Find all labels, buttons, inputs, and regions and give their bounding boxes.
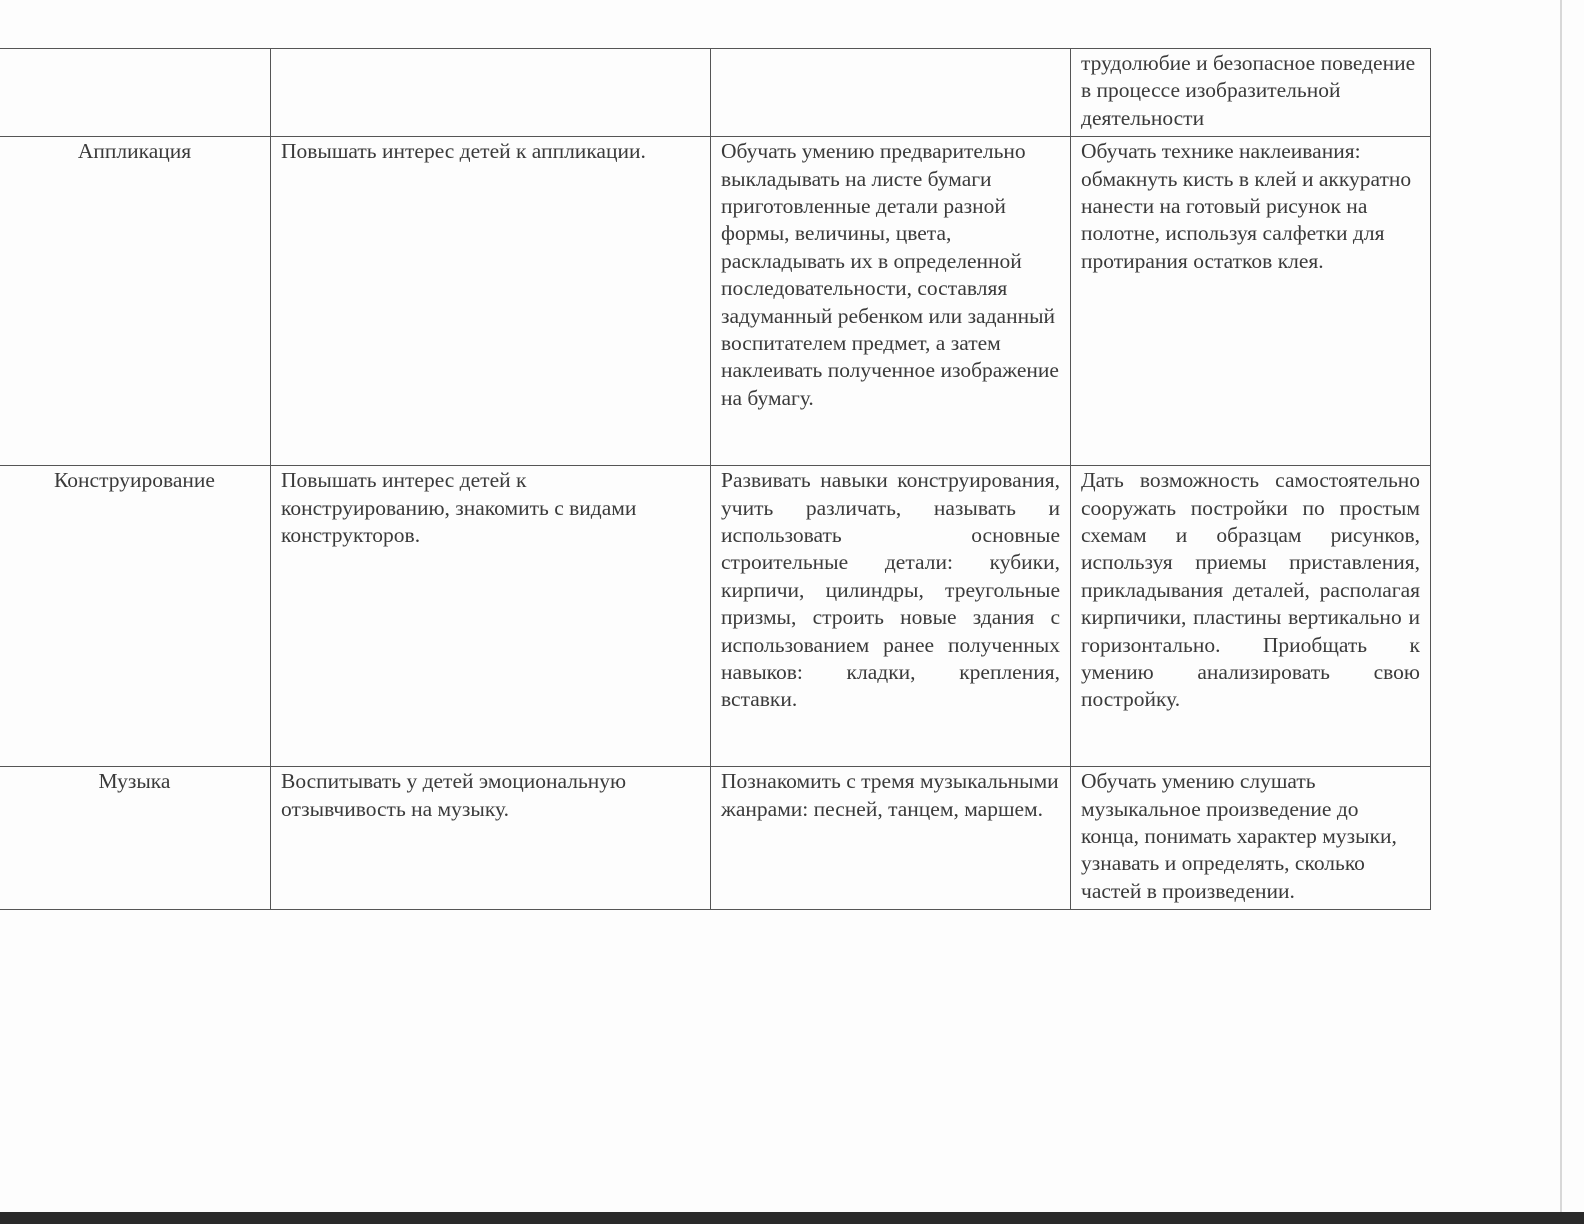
task1-cell: Развивать навыки конструирования, учить различать, называть и использовать основные строительные детали: кубики, кирпичи, цилиндры, треугольные призмы, строить новые здания с использованием ранее полученных навыков: кладки, крепления, вставки. <box>711 466 1071 767</box>
area-cell: Музыка <box>0 767 271 910</box>
scan-bottom-edge <box>0 1212 1584 1224</box>
goal-cell: Повышать интерес детей к конструированию, знакомить с видами конструкторов. <box>271 466 711 767</box>
task1-cell <box>711 49 1071 137</box>
goal-cell: Воспитывать у детей эмоциональную отзывчивость на музыку. <box>271 767 711 910</box>
task2-cell: Обучать умению слушать музыкальное произведение до конца, понимать характер музыки, узнавать и определять, сколько частей в произведении. <box>1071 767 1431 910</box>
table-row <box>0 466 1431 767</box>
table-row <box>0 137 1431 466</box>
task1-cell: Познакомить с тремя музыкальными жанрами: песней, танцем, маршем. <box>711 767 1071 910</box>
task1-cell: Обучать умению предварительно выкладывать на листе бумаги приготовленные детали разной формы, величины, цвета, раскладывать их в определенной последовательности, составляя задуманный ребенком или заданный воспитателем предмет, а затем наклеивать полученное изображение на бумагу. <box>711 137 1071 466</box>
area-cell <box>0 49 271 137</box>
area-cell: Аппликация <box>0 137 271 466</box>
task2-cell: Обучать технике наклеивания: обмакнуть кисть в клей и аккуратно нанести на готовый рисунок на полотне, используя салфетки для протирания остатков клея. <box>1071 137 1431 466</box>
table-row <box>0 49 1431 137</box>
task2-cell: Дать возможность самостоятельно сооружать постройки по простым схемам и образцам рисунков, используя приемы приставления, прикладывания деталей, располагая кирпичики, пластины вертикально и горизонтально. Приобщать к умению анализировать свою постройку. <box>1071 466 1431 767</box>
scan-side-edge <box>1560 0 1562 1212</box>
goal-cell: Повышать интерес детей к аппликации. <box>271 137 711 466</box>
goal-cell <box>271 49 711 137</box>
task2-cell: трудолюбие и безопасное поведение в процессе изобразительной деятельности <box>1071 49 1431 137</box>
education-plan-table <box>0 48 1431 910</box>
table-row <box>0 767 1431 910</box>
area-cell: Конструирование <box>0 466 271 767</box>
